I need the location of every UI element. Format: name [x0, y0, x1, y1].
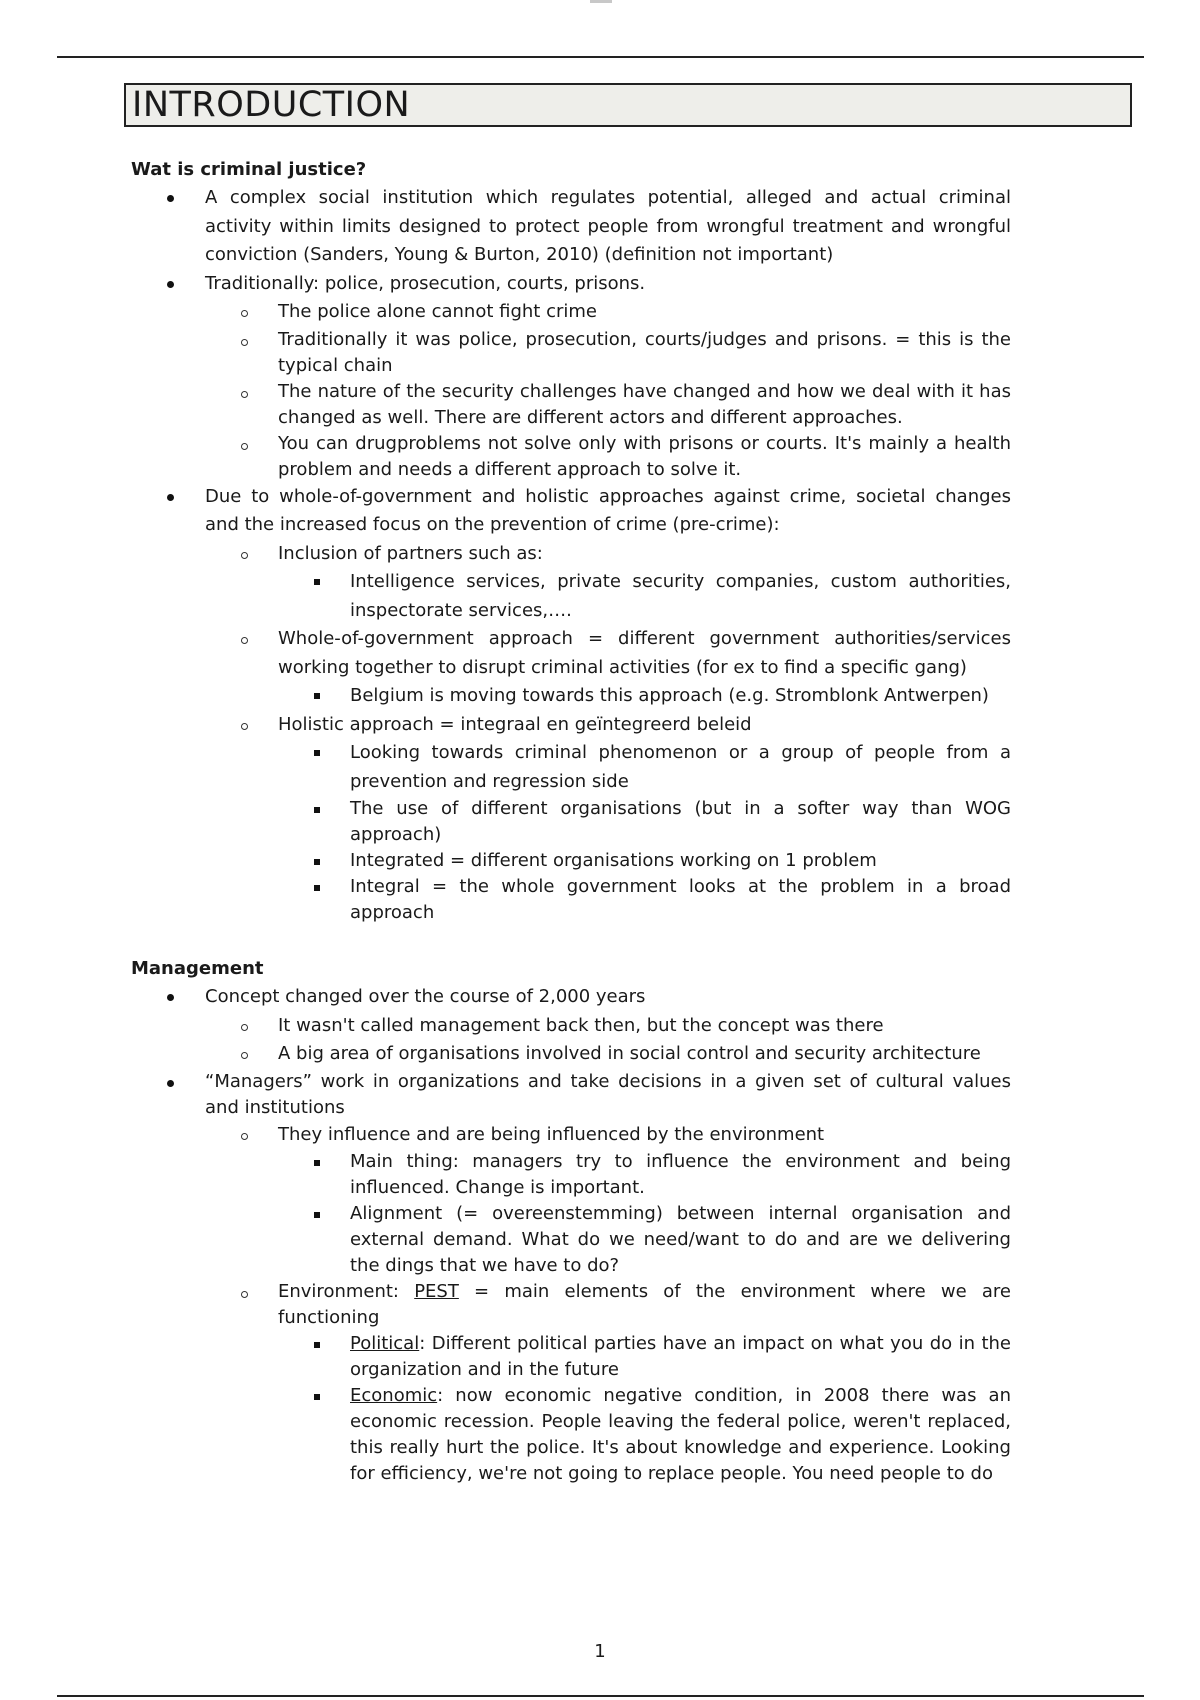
bullet-square-icon — [314, 807, 320, 813]
political-description: : Different political parties have an impact on what you do in the organization and in the future — [350, 1333, 1011, 1380]
list-item-text: Due to whole-of-government and holistic approaches against crime, societal changes and the increased focus on the prevention of crime (pre-crime): — [205, 485, 1011, 535]
bullet-dot-icon — [167, 994, 174, 1001]
list-item — [131, 1279, 1011, 1331]
list-item — [131, 848, 1011, 874]
list-item — [131, 1012, 1011, 1041]
list-item — [131, 1040, 1011, 1069]
list-item-text: Main thing: managers try to influence the environment and being influenced. Change is important. — [350, 1151, 1011, 1198]
list-item-text: A complex social institution which regulates potential, alleged and actual criminal activity within limits designed to protect people from wrongful treatment and wrongful conviction (Sanders, Young & Burton, 2010) (definition not important) — [205, 187, 1011, 265]
bullet-circle-icon — [241, 723, 248, 730]
list-item-text: Intelligence services, private security companies, custom authorities, inspectorate services,…. — [350, 571, 1011, 621]
list-item-text: A big area of organisations involved in social control and security architecture — [278, 1043, 981, 1064]
list-item — [131, 568, 1011, 625]
list-item-text: You can drugproblems not solve only with prisons or courts. It's mainly a health problem and needs a different approach to solve it. — [278, 432, 1011, 480]
pest-prefix: Environment: — [278, 1281, 415, 1302]
bullet-dot-icon — [167, 195, 174, 202]
list-item — [131, 682, 1011, 711]
bullet-circle-icon — [241, 1291, 248, 1298]
list-item-text: The police alone cannot fight crime — [278, 301, 597, 322]
list-item — [131, 270, 1011, 299]
list-item-text: Holistic approach = integraal en geïntegreerd beleid — [278, 713, 752, 735]
list-item-text: The use of different organisations (but in a softer way than WOG approach) — [350, 798, 1011, 845]
list-item-text: “Managers” work in organizations and take decisions in a given set of cultural values and institutions — [205, 1070, 1011, 1118]
list-item — [131, 1069, 1011, 1121]
list-item — [131, 1383, 1011, 1487]
pest-term: PEST — [414, 1281, 459, 1302]
list-item-text — [278, 1281, 1011, 1328]
list-item — [131, 874, 1011, 926]
list-item-text: Alignment (= overeenstemming) between internal organisation and external demand. What do we need/want to do and are we delivering the dings that we have to do? — [350, 1203, 1011, 1276]
list-item-text: Concept changed over the course of 2,000 years — [205, 986, 646, 1007]
political-term: Political — [350, 1333, 420, 1354]
list-item — [131, 739, 1011, 796]
list-item-text: It wasn't called management back then, but the concept was there — [278, 1014, 884, 1036]
bullet-square-icon — [314, 579, 320, 585]
list-item-text: Looking towards criminal phenomenon or a group of people from a prevention and regression side — [350, 742, 1011, 792]
list-item — [131, 711, 1011, 740]
list-item-text: Integrated = different organisations working on 1 problem — [350, 850, 877, 871]
pest-description: = main elements of the environment where we are functioning — [278, 1281, 1011, 1328]
bullet-square-icon — [314, 1394, 320, 1400]
header-mark — [590, 0, 612, 3]
page-number: 1 — [594, 1641, 606, 1662]
bullet-circle-icon — [241, 443, 248, 450]
bullet-square-icon — [314, 885, 320, 891]
list-item — [131, 796, 1011, 848]
list-item — [131, 431, 1011, 483]
list-item — [131, 625, 1011, 682]
list-item-text: Whole-of-government approach = different government authorities/services working together to disrupt criminal activities (for ex to find a specific gang) — [278, 628, 1011, 678]
section-gap — [131, 926, 1011, 954]
list-item-text: Belgium is moving towards this approach (e.g. Stromblonk Antwerpen) — [350, 685, 989, 706]
section-title-criminal-justice: Wat is criminal justice? — [131, 159, 367, 180]
list-item — [131, 184, 1011, 270]
bullet-circle-icon — [241, 310, 248, 317]
list-item-text: Inclusion of partners such as: — [278, 542, 543, 564]
bullet-circle-icon — [241, 1024, 248, 1031]
list-item — [131, 1121, 1011, 1150]
bullet-circle-icon — [241, 339, 248, 346]
bullet-square-icon — [314, 1160, 320, 1166]
list-item — [131, 983, 1011, 1012]
list-item — [131, 483, 1011, 540]
bullet-square-icon — [314, 859, 320, 865]
bullet-circle-icon — [241, 1133, 248, 1140]
document-body — [131, 155, 1011, 1487]
bullet-circle-icon — [241, 391, 248, 398]
section-title-management: Management — [131, 958, 264, 979]
bullet-circle-icon — [241, 552, 248, 559]
footer-rule — [57, 1695, 1144, 1697]
list-item-text: Traditionally: police, prosecution, courts, prisons. — [205, 272, 646, 294]
list-item-text: Traditionally it was police, prosecution, courts/judges and prisons. = this is the typical chain — [278, 328, 1011, 376]
page-heading: INTRODUCTION — [132, 85, 411, 125]
bullet-dot-icon — [167, 281, 174, 288]
list-item — [131, 1201, 1011, 1279]
economic-term: Economic — [350, 1385, 438, 1406]
list-item — [131, 1331, 1011, 1383]
bullet-dot-icon — [167, 494, 174, 501]
list-item — [131, 298, 1011, 327]
bullet-circle-icon — [241, 1052, 248, 1059]
list-item — [131, 327, 1011, 379]
list-item-text — [350, 1333, 1011, 1380]
bullet-square-icon — [314, 693, 320, 699]
list-item — [131, 1149, 1011, 1201]
list-item-text: The nature of the security challenges have changed and how we deal with it has changed as well. There are different actors and different approaches. — [278, 380, 1011, 428]
bullet-square-icon — [314, 750, 320, 756]
heading-box — [124, 83, 1132, 127]
list-item — [131, 540, 1011, 569]
list-item — [131, 379, 1011, 431]
header-rule — [57, 56, 1144, 58]
bullet-circle-icon — [241, 637, 248, 644]
bullet-dot-icon — [167, 1080, 174, 1087]
list-item-text: Integral = the whole government looks at the problem in a broad approach — [350, 876, 1011, 923]
bullet-square-icon — [314, 1342, 320, 1348]
list-item-text — [350, 1385, 1011, 1484]
economic-description: : now economic negative condition, in 2008 there was an economic recession. People leaving the federal police, weren't replaced, this really hurt the police. It's about knowledge and experience. Looking for efficiency, we're not going to replace people. You need people to do — [350, 1385, 1011, 1484]
list-item-text: They influence and are being influenced by the environment — [278, 1123, 825, 1145]
bullet-square-icon — [314, 1212, 320, 1218]
